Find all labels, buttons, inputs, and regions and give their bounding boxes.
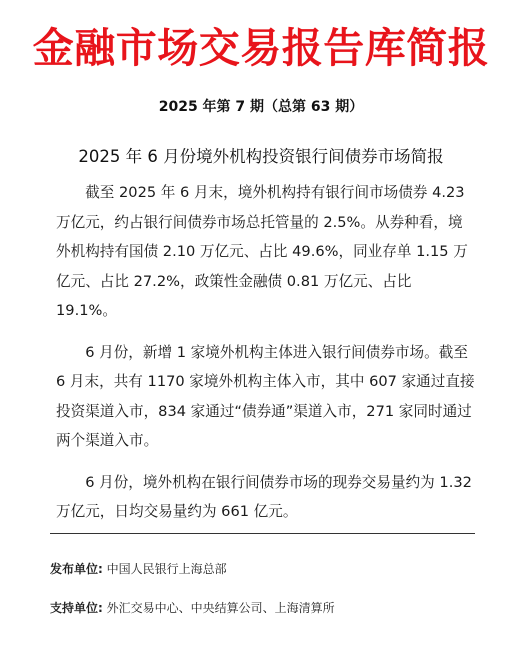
- report-subtitle: 2025 年 6 月份境外机构投资银行间债券市场简报: [78, 147, 444, 166]
- paragraph-trading-volume: 6 月份，境外机构在银行间债券市场的现券交易量约为 1.32 万亿元，日均交易量约为 661 亿元。: [56, 473, 472, 520]
- footer-divider: [50, 533, 475, 534]
- supporter-line: [50, 599, 335, 616]
- publisher-value: 中国人民银行上海总部: [106, 562, 227, 576]
- report-body: [56, 178, 476, 539]
- supporter-value: 外汇交易中心、中央结算公司、上海清算所: [106, 601, 335, 615]
- paragraph-entrants: 6 月份，新增 1 家境外机构主体进入银行间债券市场。截至 6 月末，共有 1170 家境外机构主体入市，其中 607 家通过直接投资渠道入市，834 家通过“债券通”渠道入市，271 家同时通过两个渠道入市。: [56, 343, 475, 449]
- publisher-label: 发布单位:: [50, 562, 103, 576]
- issue-number: 2025 年第 7 期（总第 63 期）: [158, 99, 364, 115]
- publisher-line: [50, 560, 227, 577]
- paragraph-holdings: 截至 2025 年 6 月末，境外机构持有银行间市场债券 4.23 万亿元，约占银行间债券市场总托管量的 2.5%。从券种看，境外机构持有国债 2.10 万亿元、占比 49.6%，同业存单 1.15 万亿元、占比 27.2%，政策性金融债 0.81 万亿元、占比 19.1%。: [56, 184, 468, 319]
- masthead-title: 金融市场交易报告库简报: [32, 24, 490, 72]
- supporter-label: 支持单位:: [50, 601, 103, 615]
